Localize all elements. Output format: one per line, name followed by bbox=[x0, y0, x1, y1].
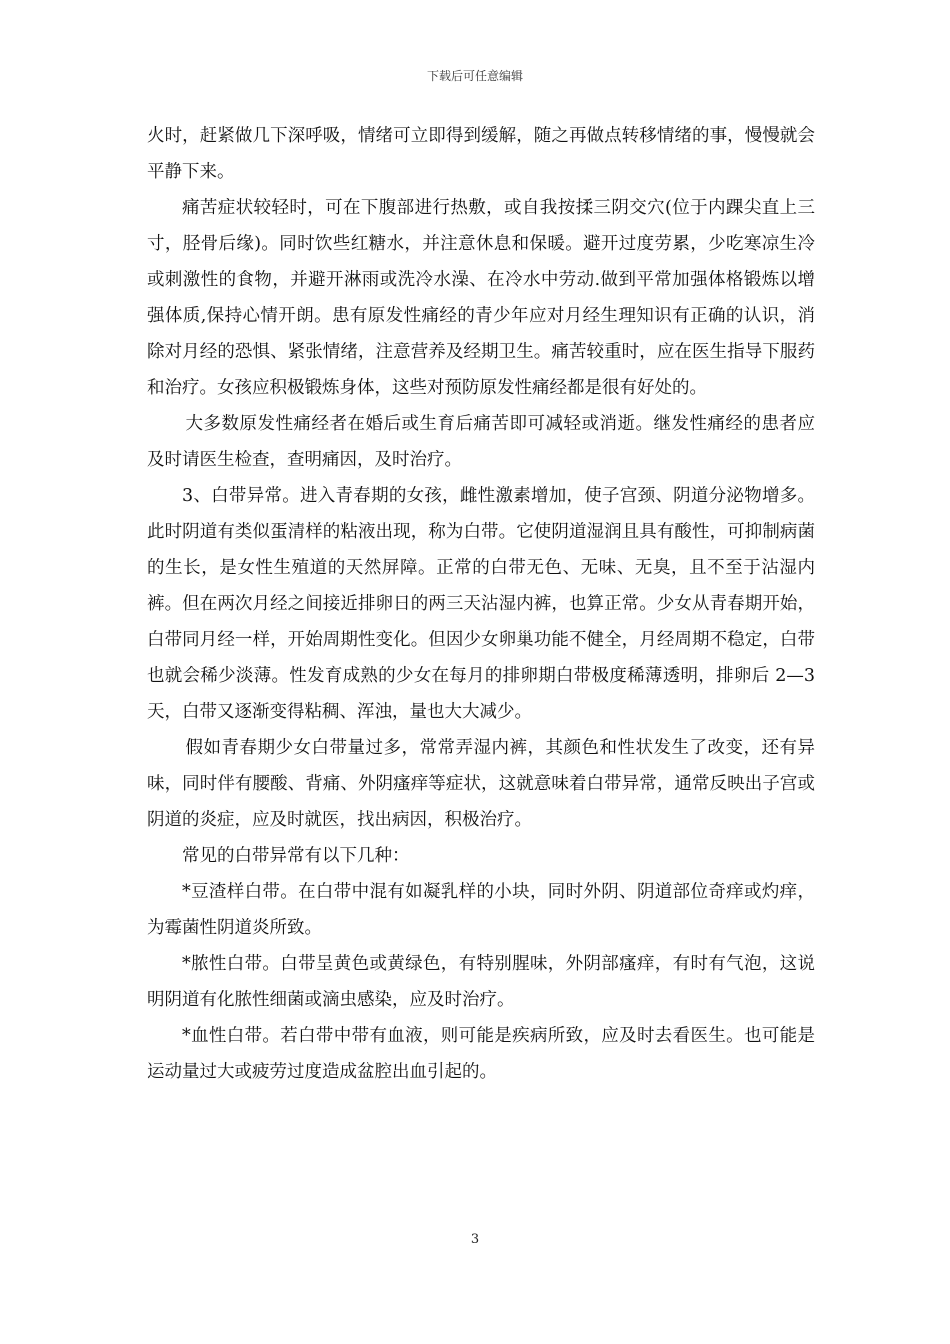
document-body bbox=[147, 118, 815, 1090]
page-number: 3 bbox=[470, 1232, 480, 1247]
paragraph-primary-dysmenorrhea: 大多数原发性痛经者在婚后或生育后痛苦即可减轻或消逝。继发性痛经的患者应及时请医生检查，查明痛因，及时治疗。 bbox=[147, 414, 815, 470]
paragraph-continuation: 火时，赶紧做几下深呼吸，情绪可立即得到缓解，随之再做点转移情绪的事，慢慢就会平静下来。 bbox=[147, 126, 815, 182]
list-item-curd-leukorrhea: *豆渣样白带。在白带中混有如凝乳样的小块，同时外阴、阴道部位奇痒或灼痒，为霉菌性阴道炎所致。 bbox=[147, 882, 815, 938]
page-header: 下载后可任意编辑 bbox=[426, 69, 523, 83]
paragraph-abnormal-leukorrhea: 假如青春期少女白带量过多，常常弄湿内裤，其颜色和性状发生了改变，还有异味，同时伴有腰酸、背痛、外阴瘙痒等症状，这就意味着白带异常，通常反映出子宫或阴道的炎症，应及时就医，找出病因，积极治疗。 bbox=[147, 738, 815, 830]
paragraph-common-types-intro: 常见的白带异常有以下几种： bbox=[182, 846, 410, 866]
list-item-bloody-leukorrhea: *血性白带。若白带中带有血液，则可能是疾病所致，应及时去看医生。也可能是运动量过大或疲劳过度造成盆腔出血引起的。 bbox=[147, 1026, 815, 1082]
paragraph-mild-symptoms: 痛苦症状较轻时，可在下腹部进行热敷，或自我按揉三阴交穴(位于内踝尖直上三寸，胫骨后缘)。同时饮些红糖水，并注意休息和保暖。避开过度劳累，少吃寒凉生冷或刺激性的食物，并避开淋雨或洗冷水澡、在冷水中劳动.做到平常加强体格锻炼以增强体质,保持心情开朗。患有原发性痛经的青少年应对月经生理知识有正确的认识，消除对月经的恐惧、紧张情绪，注意营养及经期卫生。痛苦较重时，应在医生指导下服药和治疗。女孩应积极锻炼身体，这些对预防原发性痛经都是很有好处的。 bbox=[147, 198, 815, 398]
list-item-purulent-leukorrhea: *脓性白带。白带呈黄色或黄绿色，有特别腥味，外阴部瘙痒，有时有气泡，这说明阴道有化脓性细菌或滴虫感染，应及时治疗。 bbox=[147, 954, 815, 1010]
paragraph-leukorrhea-section: 3、白带异常。进入青春期的女孩，雌性激素增加，使子宫颈、阴道分泌物增多。此时阴道有类似蛋清样的粘液出现，称为白带。它使阴道湿润且具有酸性，可抑制病菌的生长，是女性生殖道的天然屏障。正常的白带无色、无味、无臭，且不至于沾湿内裤。但在两次月经之间接近排卵日的两三天沾湿内裤，也算正常。少女从青春期开始，白带同月经一样，开始周期性变化。但因少女卵巢功能不健全，月经周期不稳定，白带也就会稀少淡薄。性发育成熟的少女在每月的排卵期白带极度稀薄透明，排卵后 2—3 天，白带又逐渐变得粘稠、浑浊，量也大大减少。 bbox=[147, 486, 815, 722]
